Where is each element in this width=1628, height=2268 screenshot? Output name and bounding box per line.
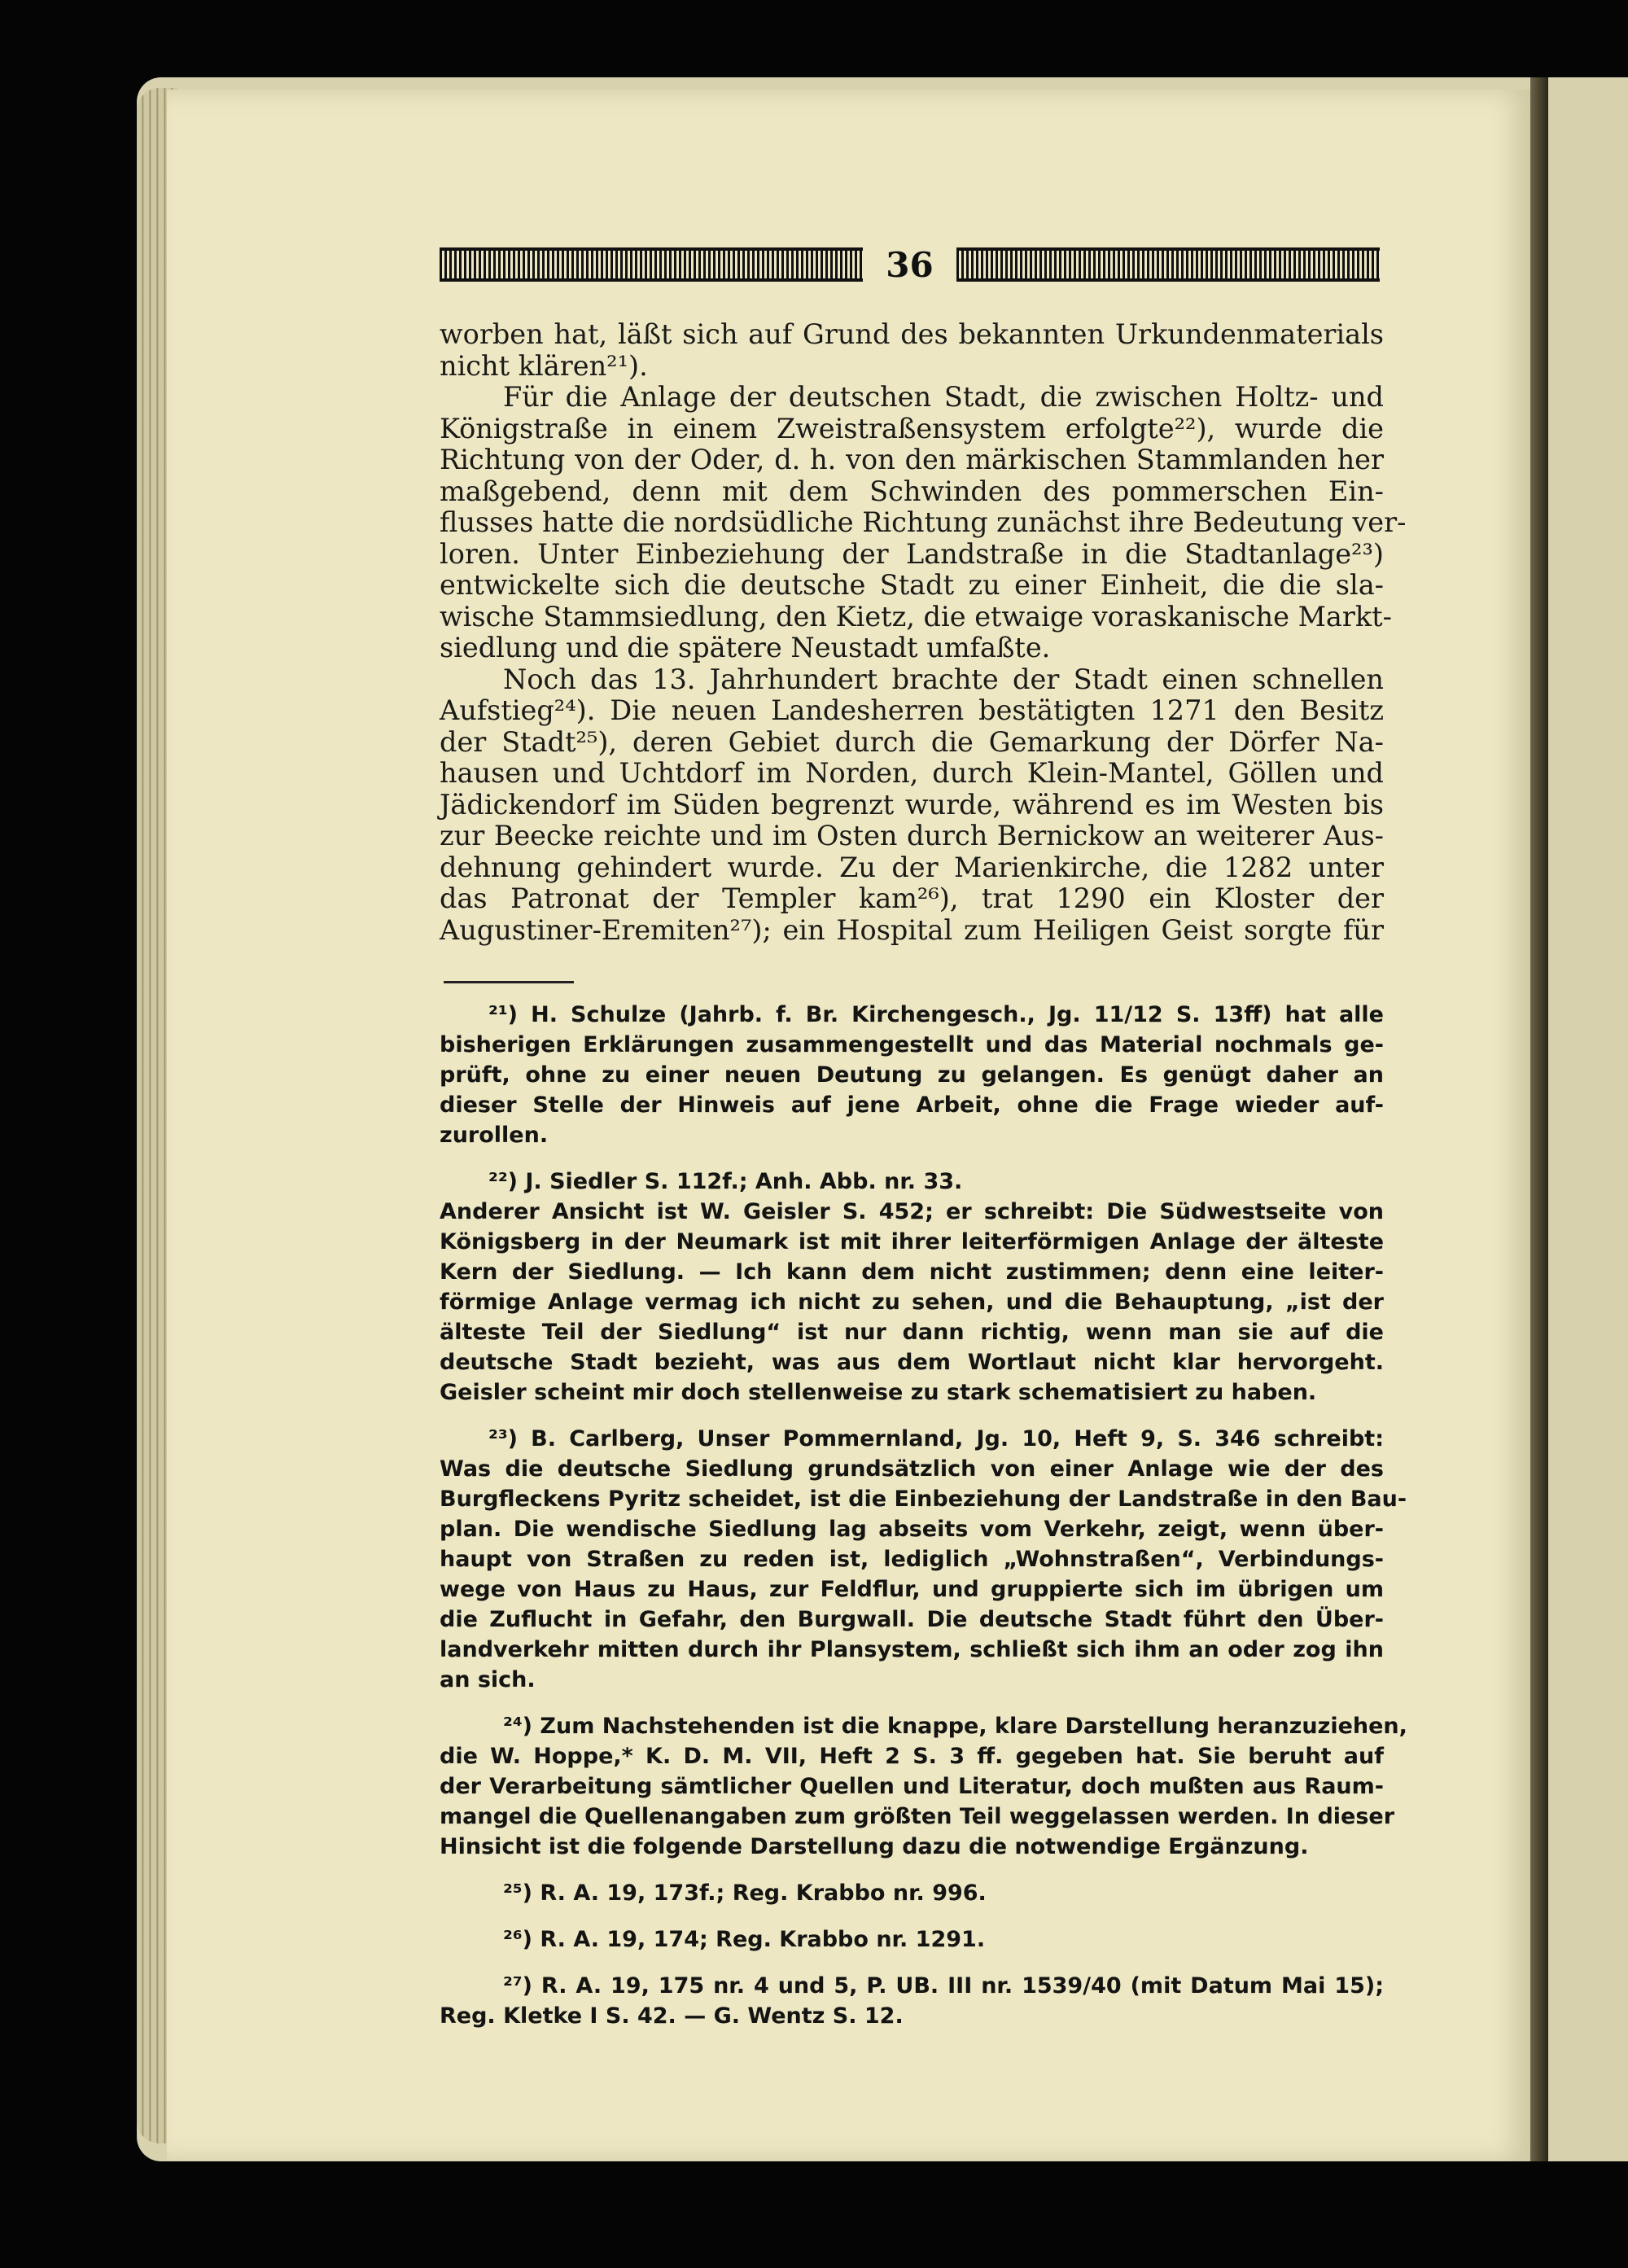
text-line: Noch das 13. Jahrhundert brachte der Stadt einen schnellen xyxy=(503,663,1384,695)
text-line: Königstraße in einem Zweistraßensystem erfolgte²²), wurde die xyxy=(440,412,1384,444)
footnote-line: ²¹) H. Schulze (Jahrb. f. Br. Kirchengesch., Jg. 11/12 S. 13ff) hat alle xyxy=(488,1002,1384,1027)
text-line: der Stadt²⁵), deren Gebiet durch die Gemarkung der Dörfer Na- xyxy=(440,725,1384,758)
footnote-line: dieser Stelle der Hinweis auf jene Arbeit, ohne die Frage wieder auf- xyxy=(440,1092,1384,1118)
footnote-line: prüft, ohne zu einer neuen Deutung zu gelangen. Es genügt daher an xyxy=(440,1062,1384,1088)
text-line: Richtung von der Oder, d. h. von den märkischen Stammlanden her xyxy=(440,444,1384,475)
page-header xyxy=(440,244,1380,285)
text-line: worben hat, läßt sich auf Grund des bekannten Urkundenmaterials xyxy=(440,318,1384,350)
footnote-23 xyxy=(440,1424,1407,1695)
footnote-line: älteste Teil der Siedlung“ ist nur dann richtig, wenn man sie auf die xyxy=(440,1320,1384,1345)
book-gutter xyxy=(1530,77,1548,2161)
header-ornament-left xyxy=(440,247,863,282)
text-line: Aufstieg²⁴). Die neuen Landesherren bestätigten 1271 den Besitz xyxy=(440,694,1384,726)
text-line: Augustiner-Eremiten²⁷); ein Hospital zum Heiligen Geist sorgte für xyxy=(440,913,1384,946)
footnote-line: Reg. Kletke I S. 42. — G. Wentz S. 12. xyxy=(440,2003,904,2029)
footnote-line: Geisler scheint mir doch stellenweise zu stark schematisiert zu haben. xyxy=(440,1380,1317,1405)
footnote-line: bisherigen Erklärungen zusammengestellt und das Material nochmals ge- xyxy=(440,1032,1384,1057)
footnote-line: ²⁶) R. A. 19, 174; Reg. Krabbo nr. 1291. xyxy=(503,1927,986,1952)
footnote-line: haupt von Straßen zu reden ist, lediglich „Wohnstraßen“, Verbindungs- xyxy=(440,1547,1384,1572)
footnote-26 xyxy=(440,1924,1384,1955)
text-line: maßgebend, denn mit dem Schwinden des pommerschen Ein- xyxy=(440,475,1384,507)
footnote-divider xyxy=(444,981,574,983)
text-line: entwickelte sich die deutsche Stadt zu einer Einheit, die die sla- xyxy=(440,569,1384,601)
text-line: zur Beecke reichte und im Osten durch Bernickow an weiterer Aus- xyxy=(440,820,1384,852)
text-line: nicht klären²¹). xyxy=(440,349,648,382)
footnote-line: ²⁷) R. A. 19, 175 nr. 4 und 5, P. UB. III nr. 1539/40 (mit Datum Mai 15); xyxy=(503,1973,1384,1999)
text-line: Jädickendorf im Süden begrenzt wurde, während es im Westen bis xyxy=(440,788,1384,821)
paragraph xyxy=(440,319,1384,382)
page-number: 36 xyxy=(886,244,934,285)
footnote-line: ²³) B. Carlberg, Unser Pommernland, Jg. 10, Heft 9, S. 346 schreibt: xyxy=(488,1426,1384,1451)
footnote-line: die Zuflucht in Gefahr, den Burgwall. Die deutsche Stadt führt den Über- xyxy=(440,1607,1384,1632)
footnotes xyxy=(440,1000,1407,2047)
footnote-line: der Verarbeitung sämtlicher Quellen und Literatur, doch mußten aus Raum- xyxy=(440,1774,1384,1799)
footnote-line: die W. Hoppe,* K. D. M. VII, Heft 2 S. 3 ff. gegeben hat. Sie beruht auf xyxy=(440,1744,1384,1769)
footnote-line: mangel die Quellenangaben zum größten Teil weggelassen werden. In dieser xyxy=(440,1804,1395,1829)
facing-page-edge xyxy=(1548,81,1628,2161)
footnote-25 xyxy=(440,1878,1384,1908)
footnote-line: ²²) J. Siedler S. 112f.; Anh. Abb. nr. 33. xyxy=(488,1169,963,1194)
footnote-line: Anderer Ansicht ist W. Geisler S. 452; er schreibt: Die Südwestseite von xyxy=(440,1199,1384,1224)
footnote-line: deutsche Stadt bezieht, was aus dem Wortlaut nicht klar hervorgeht. xyxy=(440,1350,1384,1375)
footnote-line: ²⁵) R. A. 19, 173f.; Reg. Krabbo nr. 996. xyxy=(503,1881,987,1906)
text-line: das Patronat der Templer kam²⁶), trat 1290 ein Kloster der xyxy=(440,882,1384,914)
footnote-line: Was die deutsche Siedlung grundsätzlich von einer Anlage wie der des xyxy=(440,1456,1384,1482)
footnote-27 xyxy=(440,1971,1384,2031)
header-ornament-right xyxy=(956,247,1380,282)
paragraph xyxy=(440,381,1407,664)
text-line: dehnung gehindert wurde. Zu der Marienkirche, die 1282 unter xyxy=(440,851,1384,883)
paragraph xyxy=(440,664,1384,947)
footnote-24 xyxy=(440,1711,1407,1862)
footnote-line: Burgfleckens Pyritz scheidet, ist die Einbeziehung der Landstraße in den Bau- xyxy=(440,1486,1407,1512)
text-line: wische Stammsiedlung, den Kietz, die etwaige voraskanische Markt- xyxy=(440,600,1392,633)
text-line: flusses hatte die nordsüdliche Richtung zunächst ihre Bedeutung ver- xyxy=(440,506,1407,538)
footnote-line: Kern der Siedlung. — Ich kann dem nicht zustimmen; denn eine leiter- xyxy=(440,1259,1384,1285)
text-line: Für die Anlage der deutschen Stadt, die zwischen Holtz- und xyxy=(503,381,1384,413)
footnote-line: Königsberg in der Neumark ist mit ihrer leiterförmigen Anlage der älteste xyxy=(440,1229,1384,1254)
footnote-line: landverkehr mitten durch ihr Plansystem, schließt sich ihm an oder zog ihn xyxy=(440,1637,1384,1662)
text-line: hausen und Uchtdorf im Norden, durch Klein-Mantel, Göllen und xyxy=(440,757,1384,789)
text-line: loren. Unter Einbeziehung der Landstraße in die Stadtanlage²³) xyxy=(440,537,1384,570)
text-line: siedlung und die spätere Neustadt umfaßte. xyxy=(440,632,1051,663)
footnote-line: ²⁴) Zum Nachstehenden ist die knappe, klare Darstellung heranzuziehen, xyxy=(503,1714,1407,1739)
footnote-line: an sich. xyxy=(440,1667,536,1692)
footnote-line: Hinsicht ist die folgende Darstellung dazu die notwendige Ergänzung. xyxy=(440,1834,1309,1859)
footnote-22 xyxy=(440,1167,1384,1408)
footnote-line: förmige Anlage vermag ich nicht zu sehen, und die Behauptung, „ist der xyxy=(440,1289,1384,1315)
footnote-line: zurollen. xyxy=(440,1123,549,1148)
footnote-line: plan. Die wendische Siedlung lag abseits vom Verkehr, zeigt, wenn über- xyxy=(440,1517,1384,1542)
footnote-line: wege von Haus zu Haus, zur Feldflur, und gruppierte sich im übrigen um xyxy=(440,1577,1384,1602)
footnote-21 xyxy=(440,1000,1384,1150)
body-text xyxy=(440,318,1407,946)
